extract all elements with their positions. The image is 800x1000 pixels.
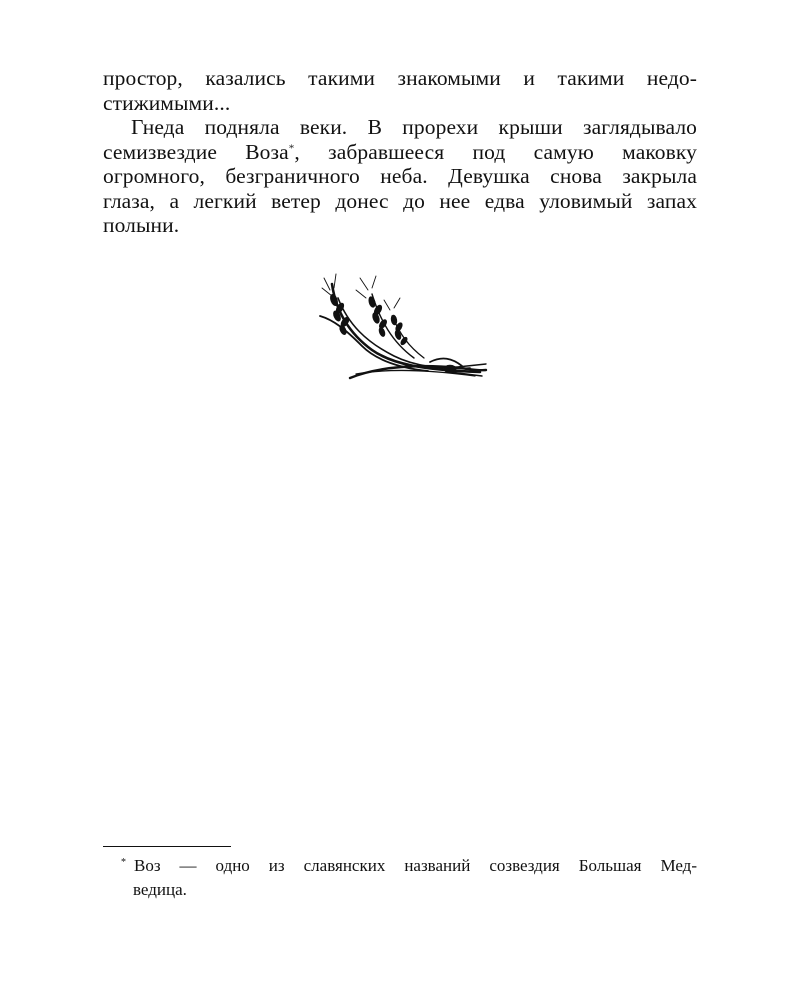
footnote-text: Воз — одно из славянских названий созвездия Большая Мед-: [134, 856, 697, 875]
footnote-line: ведица.: [133, 880, 187, 899]
text-line: глаза, а легкий ветер донес до нее едва уловимый запах: [103, 188, 697, 213]
text-line: [103, 140, 697, 165]
text-line: Гнеда подняла веки. В прорехи крыши заглядывало: [131, 115, 697, 139]
footnote-marker: *: [121, 857, 126, 868]
text-line: огромного, безграничного неба. Девушка снова закрыла: [103, 164, 697, 188]
text-fragment: , забравшееся под самую маковку: [294, 139, 697, 164]
footnote-divider: [103, 846, 231, 847]
text-fragment: семизвездие Воза: [103, 139, 289, 164]
footnote-reference[interactable]: *: [288, 141, 295, 154]
footnote: [103, 851, 697, 902]
wheat-sheaf-icon: [310, 272, 490, 387]
text-line: стижимыми...: [103, 90, 231, 115]
text-line: полыни.: [103, 213, 180, 237]
footnote-line: [103, 851, 697, 878]
body-text: [103, 66, 697, 238]
text-line: простор, казались такими знакомыми и такими недо-: [103, 66, 697, 90]
